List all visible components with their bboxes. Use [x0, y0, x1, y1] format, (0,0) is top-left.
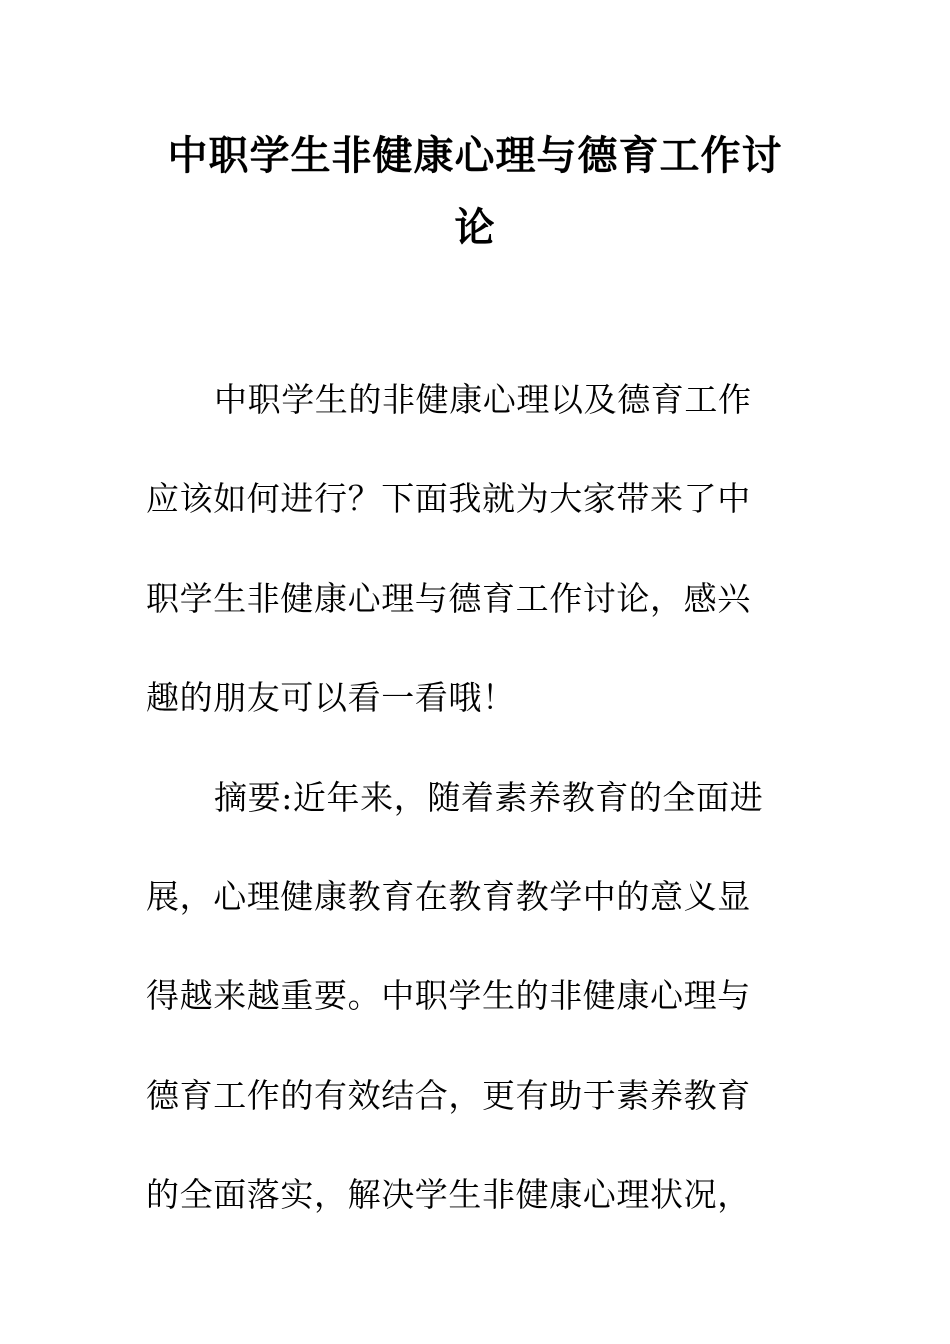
title-line-1: 中职学生非健康心理与德育工作讨 — [167, 133, 783, 179]
paragraph-1-line-4: 趣的朋友可以看一看哦！ — [146, 678, 516, 718]
document-title — [140, 120, 810, 264]
paragraph-2-line-4: 德育工作的有效结合，更有助于素养教育 — [146, 1075, 751, 1115]
document-body — [146, 364, 806, 1259]
paragraph-1-line-1: 中职学生的非健康心理以及德育工作 — [214, 380, 752, 419]
paragraph-2-line-1: 摘要:近年来，随着素养教育的全面进 — [214, 777, 764, 817]
paragraph-1-line-3: 职学生非健康心理与德育工作讨论，感兴 — [146, 578, 751, 618]
title-line-2: 论 — [454, 205, 496, 251]
paragraph-2-line-5: 的全面落实，解决学生非健康心理状况， — [146, 1175, 751, 1215]
paragraph-2-line-3: 得越来越重要。中职学生的非健康心理与 — [146, 976, 751, 1016]
paragraph-2-line-2: 展，心理健康教育在教育教学中的意义显 — [146, 876, 751, 916]
paragraph-1-line-2: 应该如何进行？下面我就为大家带来了中 — [146, 479, 751, 519]
